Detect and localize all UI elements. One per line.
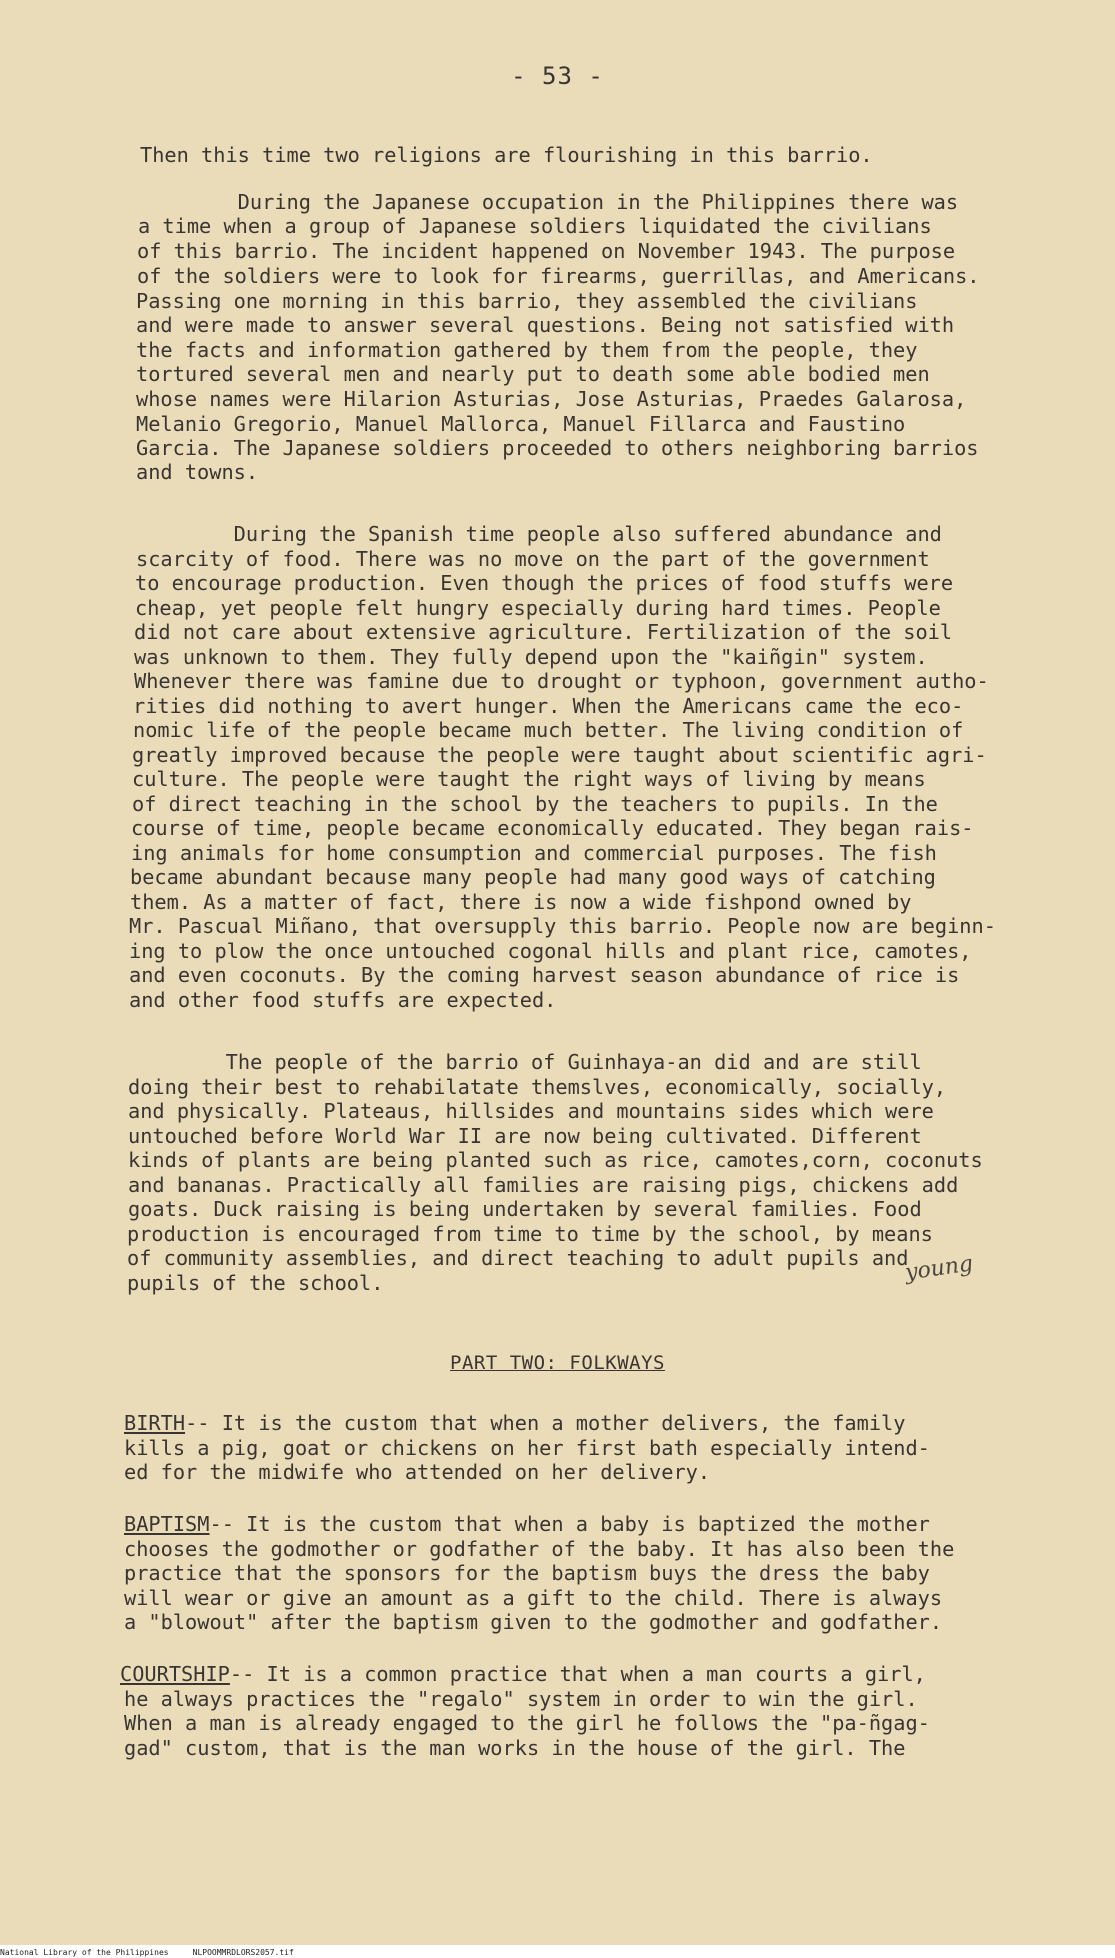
text-line: cheap, yet people felt hungry especially during hard times. People [135,596,941,620]
text-line: tortured several men and nearly put to death some able bodied men [136,362,930,386]
page-number: - 53 - [511,62,604,90]
text-line: kills a pig, goat or chickens on her first bath especially intend- [124,1436,930,1460]
text-line: and other food stuffs are expected. [129,988,557,1012]
scan-footer: National Library of the Philippines NLPOOMMRDLORS2057.tif [0,1948,294,1957]
baptism-label: BAPTISM [124,1512,210,1536]
part-two-heading: PART TWO: FOLKWAYS [450,1352,665,1374]
text-line: of the soldiers were to look for firearms, guerrillas, and Americans. [137,264,980,288]
text-line: became abundant because many people had many good ways of catching [130,865,936,889]
text-line: a time when a group of Japanese soldiers liquidated the civilians [138,214,932,238]
text-line: of community assemblies, and direct teaching to adult pupils and [127,1246,909,1270]
text-line: was unknown to them. They fully depend upon the "kaiñgin" system. [134,645,928,669]
text-line: Garcia. The Japanese soldiers proceeded to others neighboring barrios [136,436,979,460]
text-line: -- It is the custom that when a baby is baptized the mother [209,1512,930,1536]
section-first-line [124,1411,905,1435]
text-line: Melanio Gregorio, Manuel Mallorca, Manuel Fillarca and Faustino [136,412,906,436]
text-line: untouched before World War II are now being cultivated. Different [128,1124,922,1148]
section-first-line [124,1512,930,1536]
text-line: ed for the midwife who attended on her delivery. [124,1460,711,1484]
text-line: a "blowout" after the baptism given to the godmother and godfather. [124,1610,943,1634]
section-first-line [120,1662,926,1686]
text-line: gad" custom, that is the man works in the house of the girl. The [124,1736,906,1760]
text-line: doing their best to rehabilatate themslves, economically, socially, [128,1075,947,1099]
text-line: course of time, people became economically educated. They began rais- [131,816,974,840]
text-line: them. As a matter of fact, there is now a wide fishpond owned by [130,890,912,914]
text-line: When a man is already engaged to the girl he follows the "pa-ñgag- [124,1711,930,1735]
text-line: and towns. [136,460,259,484]
text-line: -- It is a common practice that when a man courts a girl, [229,1662,926,1686]
text-line: During the Spanish time people also suffered abundance and [136,522,942,546]
handwritten-annotation: young [903,1251,975,1286]
opening-line: Then this time two religions are flourishing in this barrio. [140,143,873,167]
text-line: kinds of plants are being planted such as rice, camotes,corn, coconuts [128,1148,983,1172]
text-line: of this barrio. The incident happened on November 1943. The purpose [137,239,956,263]
text-line: chooses the godmother or godfather of the baby. It has also been the [124,1537,955,1561]
text-line: nomic life of the people became much better. The living condition of [133,718,964,742]
text-line: he always practices the "regalo" system in order to win the girl. [124,1687,918,1711]
text-line: to encourage production. Even though the prices of food stuffs were [135,571,954,595]
text-line: and bananas. Practically all families are raising pigs, chickens add [128,1173,959,1197]
birth-label: BIRTH [124,1411,186,1435]
text-line: Passing one morning in this barrio, they assembled the civilians [136,289,918,313]
text-line: of direct teaching in the school by the teachers to pupils. In the [132,792,938,816]
text-line: rities did nothing to avert hunger. When the Americans came the eco- [133,694,964,718]
text-line: culture. The people were taught the right ways of living by means [132,767,926,791]
text-line: The people of the barrio of Guinhaya-an did and are still [128,1050,922,1074]
text-line: whose names were Hilarion Asturias, Jose Asturias, Praedes Galarosa, [136,387,967,411]
text-line: ing animals for home consumption and commercial purposes. The fish [131,841,937,865]
text-line: and physically. Plateaus, hillsides and mountains sides which were [128,1099,934,1123]
text-line: During the Japanese occupation in the Philippines there was [140,190,959,214]
text-line: Mr. Pascual Miñano, that oversupply this barrio. People now are beginn- [129,914,996,938]
text-line: did not care about extensive agriculture. Fertilization of the soil [134,620,953,644]
text-line: the facts and information gathered by them from the people, they [136,338,918,362]
text-line: will wear or give an amount as a gift to the child. There is always [124,1586,943,1610]
text-line: pupils of the school. [127,1271,384,1295]
text-line: practice that the sponsors for the baptism buys the dress the baby [124,1561,930,1585]
text-line: and were made to answer several questions. Being not satisfied with [136,313,955,337]
text-line: greatly improved because the people were taught about scientific agri- [132,743,987,767]
text-line: scarcity of food. There was no move on the part of the government [136,547,930,571]
text-line: -- It is the custom that when a mother delivers, the family [185,1411,906,1435]
text-line: ing to plow the once untouched cogonal hills and plant rice, camotes, [129,939,972,963]
text-line: goats. Duck raising is being undertaken by several families. Food [128,1197,922,1221]
text-line: Whenever there was famine due to drought or typhoon, government autho- [134,669,989,693]
text-line: and even coconuts. By the coming harvest season abundance of rice is [129,963,960,987]
courtship-label: COURTSHIP [120,1662,230,1686]
text-line: production is encouraged from time to time by the school, by means [127,1222,933,1246]
